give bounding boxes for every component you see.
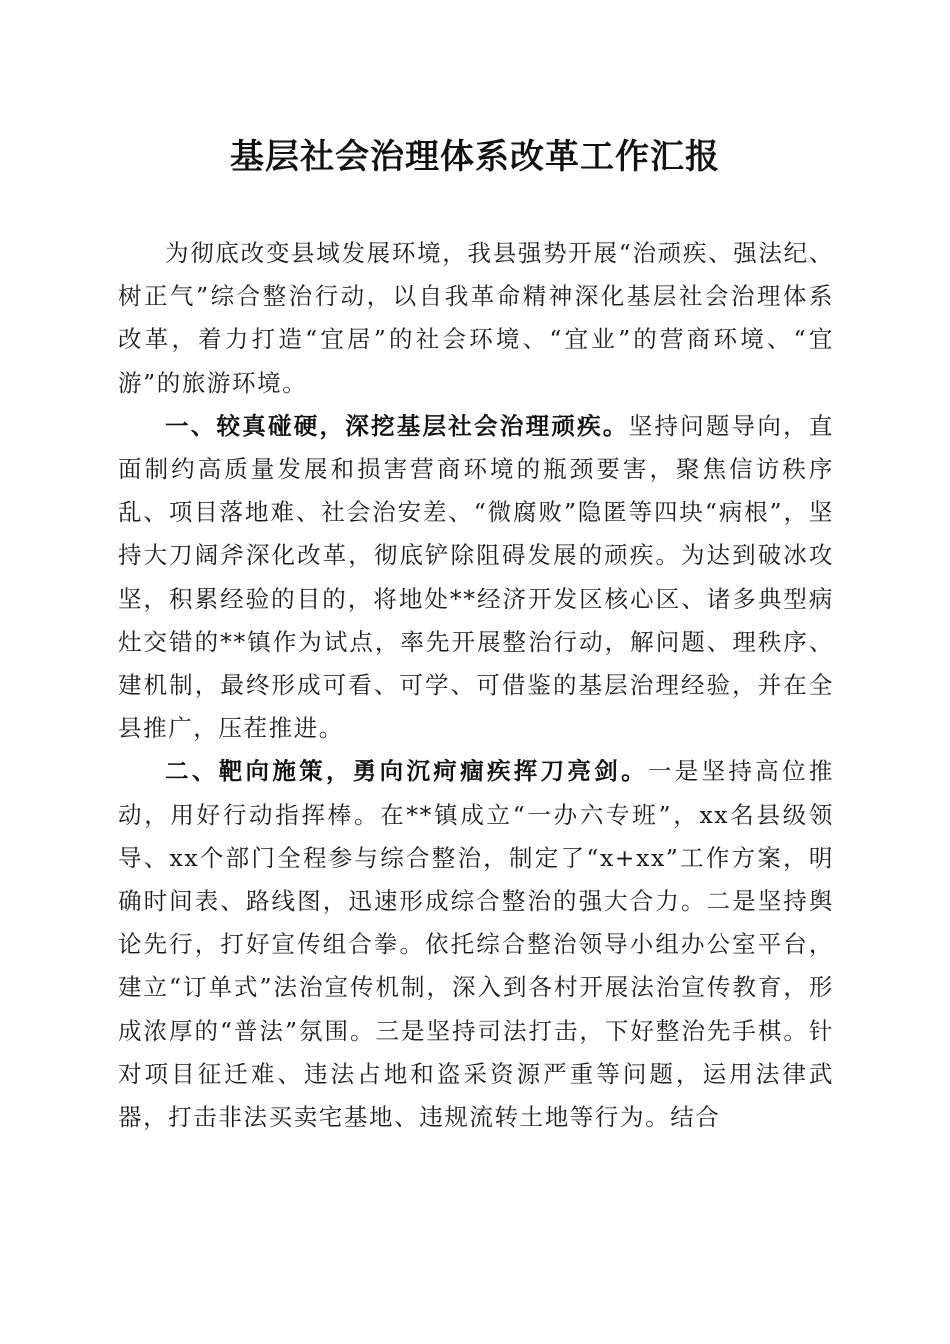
section-2-heading: 二、靶向施策，勇向沉疴痼疾挥刀亮剑。	[165, 757, 648, 786]
paragraph-section-1	[118, 405, 834, 751]
paragraph-section-2	[118, 750, 834, 1139]
section-1-text: 坚持问题导向，直面制约高质量发展和损害营商环境的瓶颈要害，聚焦信访秩序乱、项目落地难、社会治安差、“微腐败”隐匿等四块“病根”，坚持大刀阔斧深化改革，彻底铲除阻碍发展的顽疾。为达到破冰攻坚，积累经验的目的，将地处**经济开发区核心区、诸多典型病灶交错的**镇作为试点，率先开展整治行动，解问题、理秩序、建机制，最终形成可看、可学、可借鉴的基层治理经验，并在全县推广，压茬推进。	[118, 411, 834, 743]
section-1-heading: 一、较真碰硬，深挖基层社会治理顽疾。	[165, 411, 629, 440]
document-body	[118, 232, 834, 1139]
paragraph-intro-text: 为彻底改变县域发展环境，我县强势开展“治顽疾、强法纪、树正气”综合整治行动，以自我革命精神深化基层社会治理体系改革，着力打造“宜居”的社会环境、“宜业”的营商环境、“宜游”的旅游环境。	[118, 239, 834, 397]
paragraph-intro	[118, 232, 834, 405]
document-title: 基层社会治理体系改革工作汇报	[230, 137, 720, 177]
section-2-text: 一是坚持高位推动，用好行动指挥棒。在**镇成立“一办六专班”，xx名县级领导、xx个部门全程参与综合整治，制定了“x+xx”工作方案，明确时间表、路线图，迅速形成综合整治的强大合力。二是坚持舆论先行，打好宣传组合拳。依托综合整治领导小组办公室平台，建立“订单式”法治宣传机制，深入到各村开展法治宣传教育，形成浓厚的“普法”氛围。三是坚持司法打击，下好整治先手棋。针对项目征迁难、违法占地和盗采资源严重等问题，运用法律武器，打击非法买卖宅基地、违规流转土地等行为。结合	[118, 757, 834, 1132]
